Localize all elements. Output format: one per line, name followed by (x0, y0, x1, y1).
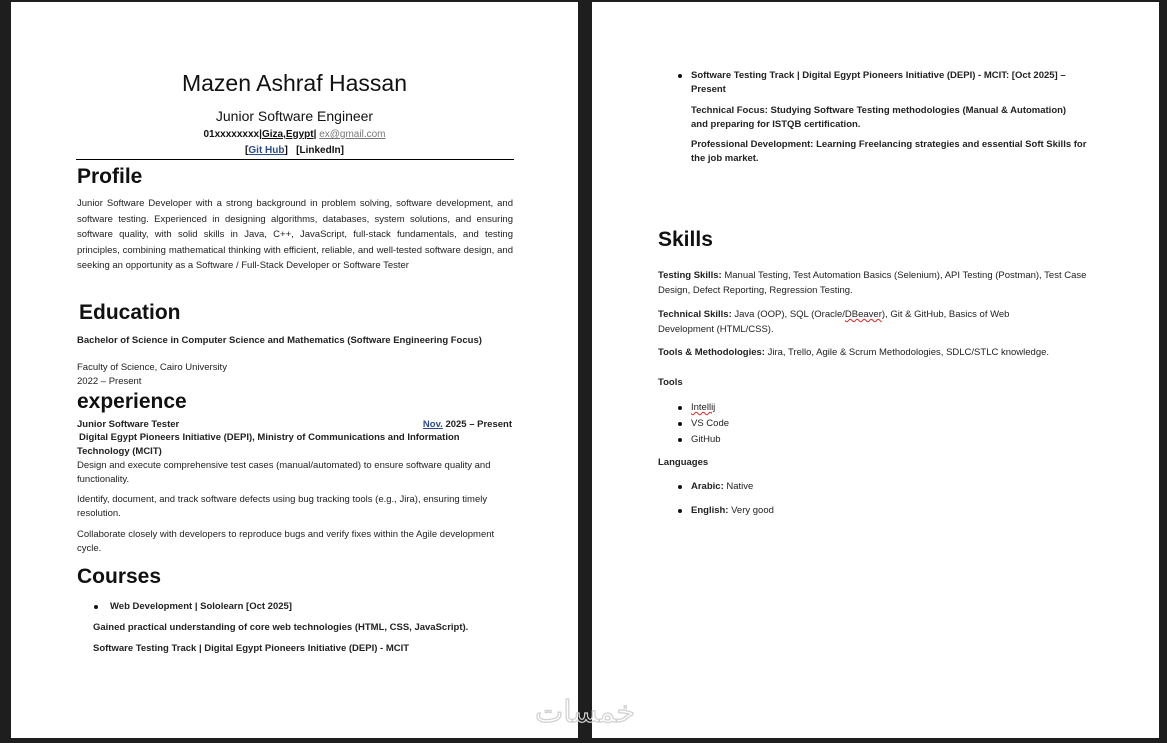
tool-item: GitHub (691, 434, 721, 445)
testing-skills (658, 268, 1094, 298)
testing-skills-text: Manual Testing, Test Automation Basics (Selenium), API Testing (Postman), Test Case Design, Defect Reporting, Regression Testing. (658, 270, 1087, 296)
resume-page-2 (592, 2, 1159, 738)
tool-item-name: Intellij (691, 402, 716, 413)
experience-date-rest: 2025 – Present (442, 419, 512, 430)
candidate-title: Junior Software Engineer (215, 108, 374, 124)
experience-bullet-3: Collaborate closely with developers to reproduce bugs and verify fixes within the Agile development cycle. (77, 529, 495, 554)
course-2-technical-focus: Technical Focus: Studying Software Testing methodologies (Manual & Automation) and preparing for ISTQB certification. (691, 105, 1067, 130)
tool-item: VS Code (691, 418, 730, 429)
experience-date (377, 418, 512, 432)
tools-methodologies-label: Tools & Methodologies: (658, 347, 765, 358)
bullet-dot (94, 605, 98, 609)
tools-methodologies-text: Jira, Trello, Agile & Scrum Methodologies, SDLC/STLC knowledge. (764, 347, 1050, 358)
watermark-text: خمسات (534, 695, 636, 730)
email-link[interactable]: ex@gmail.com (319, 129, 386, 140)
bullet-dot (678, 74, 682, 78)
phone: 01xxxxxxxx (203, 129, 260, 140)
header-divider (76, 159, 514, 160)
technical-skills-label: Technical Skills: (658, 309, 732, 320)
education-school: Faculty of Science, Cairo University (77, 362, 227, 373)
tools-heading: Tools (658, 377, 683, 388)
profile-links: [Git Hub] [LinkedIn] (245, 145, 344, 156)
tools-methodologies (658, 346, 1098, 360)
resume-page-1 (11, 2, 578, 738)
bullet-dot (678, 438, 682, 442)
language-item (691, 480, 753, 494)
education-degree: Bachelor of Science in Computer Science and Mathematics (Software Engineering Focus) (77, 335, 482, 346)
bullet-dot (678, 485, 682, 489)
courses-heading: Courses (77, 565, 162, 588)
technical-skills-pre: Java (OOP), SQL (Oracle/ (731, 309, 845, 320)
profile-heading: Profile (77, 165, 143, 188)
technical-skills (658, 307, 1058, 337)
bullet-dot (678, 509, 682, 513)
linkedin-link[interactable]: [LinkedIn] (296, 145, 344, 156)
profile-text: Junior Software Developer with a strong background in problem solving, software development, and software testing. Experienced in designing algorithms, databases, system solutions, and ensuring software quality, with solid skills in Java, C++, JavaScript, full-stack fundamentals, and testing principles, combining mathematical thinking with efficient, reliable, and well-tested software design, and seeking an opportunity as a Software / Full-Stack Developer or Software Tester (77, 198, 513, 272)
bullet-dot (678, 406, 682, 410)
experience-bullet-1: Design and execute comprehensive test cases (manual/automated) to ensure software quality and functionality. (77, 460, 491, 485)
language-label: Arabic: (691, 481, 724, 492)
course-2-title: Software Testing Track | Digital Egypt Pioneers Initiative (DEPI) - MCIT (93, 643, 410, 654)
language-label: English: (691, 505, 729, 516)
languages-heading: Languages (658, 457, 709, 468)
language-item (691, 504, 774, 518)
language-value: Very good (728, 505, 774, 516)
course-2-professional-dev: Professional Development: Learning Freelancing strategies and essential Soft Skills for the job market. (691, 139, 1087, 164)
candidate-name: Mazen Ashraf Hassan (181, 70, 407, 96)
experience-bullet-2: Identify, document, and track software defects using bug tracking tools (e.g., Jira), ensuring timely resolution. (77, 494, 488, 519)
technical-skills-post: ), Git & GitHub, Basics of Web Development (HTML/CSS). (658, 309, 1010, 335)
bullet-dot (678, 422, 682, 426)
skills-heading: Skills (658, 228, 713, 251)
testing-skills-label: Testing Skills: (658, 270, 722, 281)
contact-line: 01xxxxxxxx|Giza,Egypt| ex@gmail.com (203, 129, 386, 140)
experience-date-month: Nov. (422, 419, 443, 430)
course-1-title: Web Development | Sololearn [Oct 2025] (110, 601, 292, 612)
experience-heading: experience (77, 390, 187, 413)
education-years: 2022 – Present (77, 376, 142, 387)
watermark-logo (510, 690, 660, 730)
location: Giza,Egypt (261, 129, 314, 140)
tool-item (691, 401, 715, 415)
experience-role: Junior Software Tester (77, 419, 180, 430)
github-link[interactable]: Git Hub (248, 145, 285, 156)
language-value: Native (723, 481, 754, 492)
experience-org: Digital Egypt Pioneers Initiative (DEPI), Ministry of Communications and Information Technology (MCIT) (77, 432, 460, 457)
education-heading: Education (79, 301, 181, 324)
technical-skills-dbeaver: DBeaver (844, 309, 882, 320)
course-2-full-title: Software Testing Track | Digital Egypt Pioneers Initiative (DEPI) - MCIT: [Oct 2025] – Present (691, 70, 1066, 95)
course-1-desc: Gained practical understanding of core web technologies (HTML, CSS, JavaScript). (93, 622, 469, 633)
